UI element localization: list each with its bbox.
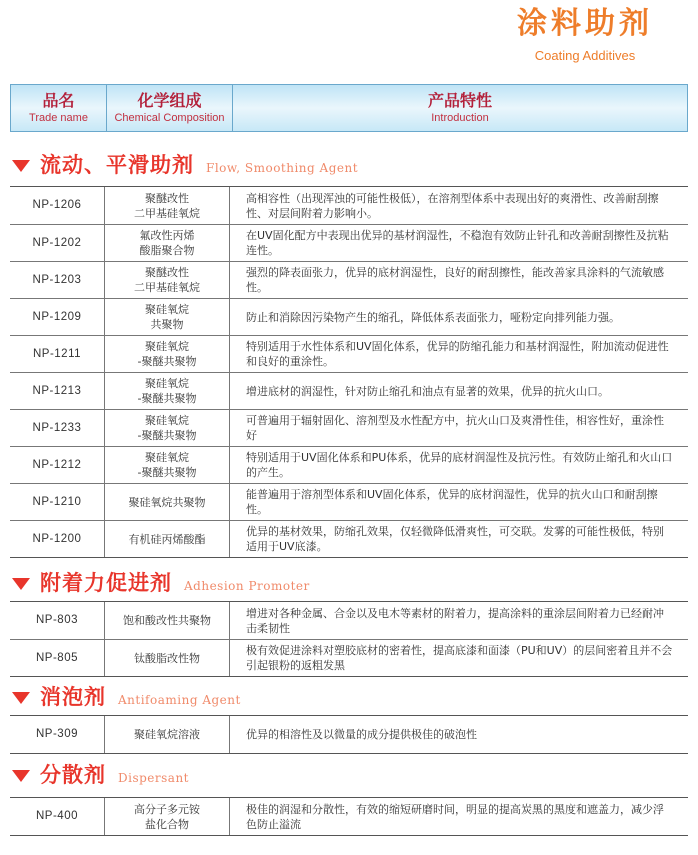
product-table bbox=[10, 715, 688, 754]
composition-cell: 聚硅氧烷共聚物 bbox=[105, 484, 230, 520]
section-title-zh: 附着力促进剂 bbox=[40, 571, 172, 595]
trade-name-cell: NP-1210 bbox=[10, 484, 105, 520]
trade-name-cell: NP-1200 bbox=[10, 521, 105, 557]
introduction-cell: 增进底材的润湿性，针对防止缩孔和油点有显著的效果，优异的抗火山口。 bbox=[246, 384, 609, 398]
trade-name-cell: NP-803 bbox=[10, 602, 105, 639]
introduction-cell: 增进对各种金属、合金以及电木等素材的附着力，提高涂料的重涂层间附着力已经耐冲击柔韧性 bbox=[246, 606, 664, 635]
composition-cell: 聚醚改性 二甲基硅氧烷 bbox=[105, 262, 230, 298]
introduction-cell: 优异的相溶性及以微量的成分提供极佳的破泡性 bbox=[246, 728, 477, 741]
table-row bbox=[10, 483, 688, 520]
table-header bbox=[10, 84, 688, 132]
composition-cell: 聚硅氧烷 共聚物 bbox=[105, 299, 230, 335]
header-trade-name-en: Trade name bbox=[29, 112, 88, 124]
header-trade-name-zh: 品名 bbox=[42, 91, 75, 110]
introduction-cell: 防止和消除因污染物产生的缩孔，降低体系表面张力，哑粉定向排列能力强。 bbox=[246, 310, 620, 324]
composition-cell: 氟改性丙烯 酸脂聚合物 bbox=[105, 225, 230, 261]
header-introduction-zh: 产品特性 bbox=[427, 91, 492, 110]
section-header bbox=[12, 570, 310, 596]
trade-name-cell: NP-1206 bbox=[10, 187, 105, 224]
introduction-cell: 极佳的润湿和分散性，有效的缩短研磨时间，明显的提高炭黑的黑度和遮盖力，减少浮色防止溢流 bbox=[246, 802, 664, 831]
page-subtitle: Coating Additives bbox=[534, 48, 636, 63]
triangle-bullet-icon bbox=[12, 160, 30, 172]
introduction-cell: 高相容性（出现浑浊的可能性极低），在溶剂型体系中表现出好的爽滑性、改善耐刮擦性、对层间附着力影响小。 bbox=[246, 191, 659, 220]
table-row bbox=[10, 520, 688, 557]
product-table bbox=[10, 797, 688, 836]
section-title-zh: 分散剂 bbox=[40, 763, 106, 787]
page-title: 涂料助剂 bbox=[517, 6, 653, 41]
composition-cell: 聚硅氧烷溶液 bbox=[105, 716, 230, 753]
table-row bbox=[10, 187, 688, 224]
trade-name-cell: NP-1213 bbox=[10, 373, 105, 409]
section-title-zh: 流动、平滑助剂 bbox=[40, 153, 194, 177]
composition-cell: 有机硅丙烯酸酯 bbox=[105, 521, 230, 557]
section-header bbox=[12, 762, 189, 788]
section-title-en: Dispersant bbox=[118, 771, 189, 785]
introduction-cell: 极有效促进涂料对塑胶底材的密着性，提高底漆和面漆（PU和UV）的层间密着且并不会引起银粉的返粗发黑 bbox=[246, 644, 673, 672]
trade-name-cell: NP-1211 bbox=[10, 336, 105, 372]
trade-name-cell: NP-309 bbox=[10, 716, 105, 753]
introduction-cell: 强烈的降表面张力，优异的底材润湿性，良好的耐刮擦性，能改善家具涂料的气流敏感性。 bbox=[246, 266, 664, 294]
composition-cell: 高分子多元铵 盐化合物 bbox=[105, 798, 230, 835]
introduction-cell: 特别适用于UV固化体系和PU体系，优异的底材润湿性及抗污性。有效防止缩孔和火山口的产生。 bbox=[246, 451, 673, 479]
trade-name-cell: NP-1203 bbox=[10, 262, 105, 298]
table-row bbox=[10, 335, 688, 372]
table-row bbox=[10, 372, 688, 409]
section-header bbox=[12, 152, 358, 178]
trade-name-cell: NP-1212 bbox=[10, 447, 105, 483]
header-trade-name bbox=[11, 85, 107, 131]
composition-cell: 聚硅氧烷 -聚醚共聚物 bbox=[105, 447, 230, 483]
section-title-en: Adhesion Promoter bbox=[184, 579, 310, 593]
table-row bbox=[10, 446, 688, 483]
composition-cell: 聚硅氧烷 -聚醚共聚物 bbox=[105, 373, 230, 409]
title-block bbox=[517, 6, 653, 63]
trade-name-cell: NP-1209 bbox=[10, 299, 105, 335]
trade-name-cell: NP-805 bbox=[10, 640, 105, 676]
table-row bbox=[10, 261, 688, 298]
table-row bbox=[10, 224, 688, 261]
triangle-bullet-icon bbox=[12, 578, 30, 590]
section-title-zh: 消泡剂 bbox=[40, 685, 106, 709]
introduction-cell: 优异的基材效果，防缩孔效果，仅轻微降低滑爽性，可交联。发雾的可能性极低，特别适用于UV底漆。 bbox=[246, 525, 664, 553]
section-header bbox=[12, 684, 241, 710]
table-row bbox=[10, 298, 688, 335]
composition-cell: 聚醚改性 二甲基硅氧烷 bbox=[105, 187, 230, 224]
introduction-cell: 在UV固化配方中表现出优异的基材润湿性，不稳泡有效防止针孔和改善耐刮擦性及抗粘连性。 bbox=[246, 229, 669, 257]
header-introduction bbox=[233, 85, 687, 131]
table-row bbox=[10, 639, 688, 676]
section-title-en: Antifoaming Agent bbox=[118, 693, 241, 707]
header-composition-zh: 化学组成 bbox=[137, 91, 202, 110]
table-row bbox=[10, 716, 688, 753]
header-composition bbox=[107, 85, 233, 131]
table-row bbox=[10, 602, 688, 639]
product-table bbox=[10, 601, 688, 677]
table-row bbox=[10, 409, 688, 446]
composition-cell: 钛酸脂改性物 bbox=[105, 640, 230, 676]
triangle-bullet-icon bbox=[12, 770, 30, 782]
introduction-cell: 特别适用于水性体系和UV固化体系，优异的防缩孔能力和基材润湿性，附加流动促进性和良好的重涂性。 bbox=[246, 340, 669, 368]
composition-cell: 聚硅氧烷 -聚醚共聚物 bbox=[105, 336, 230, 372]
triangle-bullet-icon bbox=[12, 692, 30, 704]
composition-cell: 聚硅氧烷 -聚醚共聚物 bbox=[105, 410, 230, 446]
header-introduction-en: Introduction bbox=[431, 112, 489, 124]
table-row bbox=[10, 798, 688, 835]
introduction-cell: 可普遍用于辐射固化、溶剂型及水性配方中，抗火山口及爽滑性佳，相容性好，重涂性好 bbox=[246, 414, 664, 442]
trade-name-cell: NP-1233 bbox=[10, 410, 105, 446]
product-table bbox=[10, 186, 688, 558]
trade-name-cell: NP-1202 bbox=[10, 225, 105, 261]
composition-cell: 饱和酸改性共聚物 bbox=[105, 602, 230, 639]
introduction-cell: 能普遍用于溶剂型体系和UV固化体系，优异的底材润湿性，优异的抗火山口和耐刮擦性。 bbox=[246, 488, 658, 516]
header-composition-en: Chemical Composition bbox=[114, 112, 225, 124]
trade-name-cell: NP-400 bbox=[10, 798, 105, 835]
section-title-en: Flow, Smoothing Agent bbox=[206, 161, 359, 175]
